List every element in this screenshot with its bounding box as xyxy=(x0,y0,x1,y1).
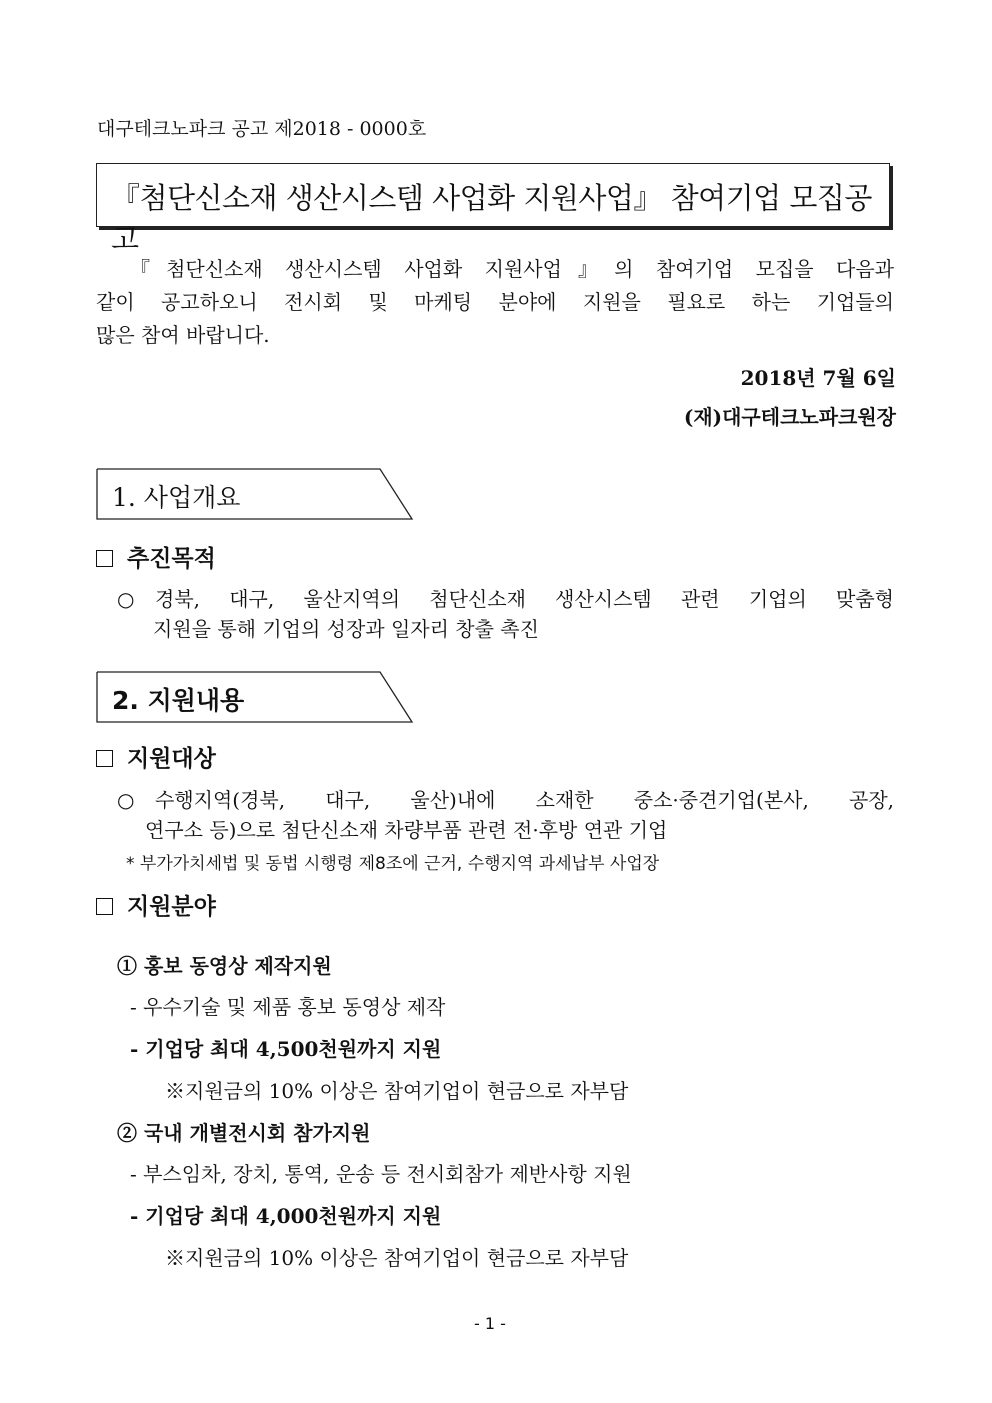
target-line-2: 연구소 등)으로 첨단신소재 차량부품 관련 전·후방 연관 기업 xyxy=(145,818,668,842)
target-bullet xyxy=(117,785,894,845)
checkbox-square-icon xyxy=(96,550,113,567)
item-1-title: ① 홍보 동영상 제작지원 xyxy=(117,954,332,978)
intro-line-2: 같이 공고하오니 전시회 및 마케팅 분야에 지원을 필요로 하는 기업들의 xyxy=(96,290,894,314)
field-title: 지원분야 xyxy=(127,894,216,920)
item-1-limit: - 기업당 최대 4,500천원까지 지원 xyxy=(130,1037,442,1061)
item-1-note: ※지원금의 10% 이상은 참여기업이 현금으로 자부담 xyxy=(165,1079,629,1103)
page-number: - 1 - xyxy=(474,1314,506,1333)
section-1-title: 1. 사업개요 xyxy=(112,483,241,512)
section-1-heading xyxy=(96,468,414,520)
notice-number: 대구테크노파크 공고 제2018 - 0000호 xyxy=(97,118,427,140)
checkbox-square-icon xyxy=(96,898,113,915)
target-line-1: 수행지역(경북, 대구, 울산)내에 소재한 중소·중견기업(본사, 공장, xyxy=(155,788,894,812)
section-2-title: 2. 지원내용 xyxy=(112,686,245,715)
item-2-limit: - 기업당 최대 4,000천원까지 지원 xyxy=(130,1204,442,1228)
item-2-title: ② 국내 개별전시회 참가지원 xyxy=(117,1121,371,1145)
circle-bullet-icon: ○ xyxy=(117,788,135,812)
page-title: 『첨단신소재 생산시스템 사업화 지원사업』 참여기업 모집공고 xyxy=(111,181,872,256)
item-2-detail: - 부스임차, 장치, 통역, 운송 등 전시회참가 제반사항 지원 xyxy=(130,1162,632,1186)
intro-line-3: 많은 참여 바랍니다. xyxy=(96,323,270,347)
circle-bullet-icon: ○ xyxy=(117,587,135,611)
target-note: * 부가가치세법 및 동법 시행령 제8조에 근거, 수행지역 과세납부 사업장 xyxy=(126,854,660,874)
intro-paragraph xyxy=(96,253,894,352)
purpose-bullet xyxy=(117,584,894,644)
item-1-detail: - 우수기술 및 제품 홍보 동영상 제작 xyxy=(130,995,446,1019)
field-heading xyxy=(96,888,216,921)
purpose-line-2: 지원을 통해 기업의 성장과 일자리 창출 촉진 xyxy=(153,617,539,641)
purpose-line-1: 경북, 대구, 울산지역의 첨단신소재 생산시스템 관련 기업의 맞춤형 xyxy=(155,587,894,611)
purpose-heading xyxy=(96,540,216,573)
section-2-heading xyxy=(96,671,414,723)
purpose-title: 추진목적 xyxy=(127,546,216,572)
target-title: 지원대상 xyxy=(127,746,216,772)
intro-line-1: 『첨단신소재 생산시스템 사업화 지원사업』의 참여기업 모집을 다음과 xyxy=(130,257,894,281)
notice-date: 2018년 7월 6일 xyxy=(740,366,896,390)
target-heading xyxy=(96,740,216,773)
checkbox-square-icon xyxy=(96,750,113,767)
item-2-note: ※지원금의 10% 이상은 참여기업이 현금으로 자부담 xyxy=(165,1246,629,1270)
title-box xyxy=(96,163,890,256)
issuer: (재)대구테크노파크원장 xyxy=(683,405,896,429)
